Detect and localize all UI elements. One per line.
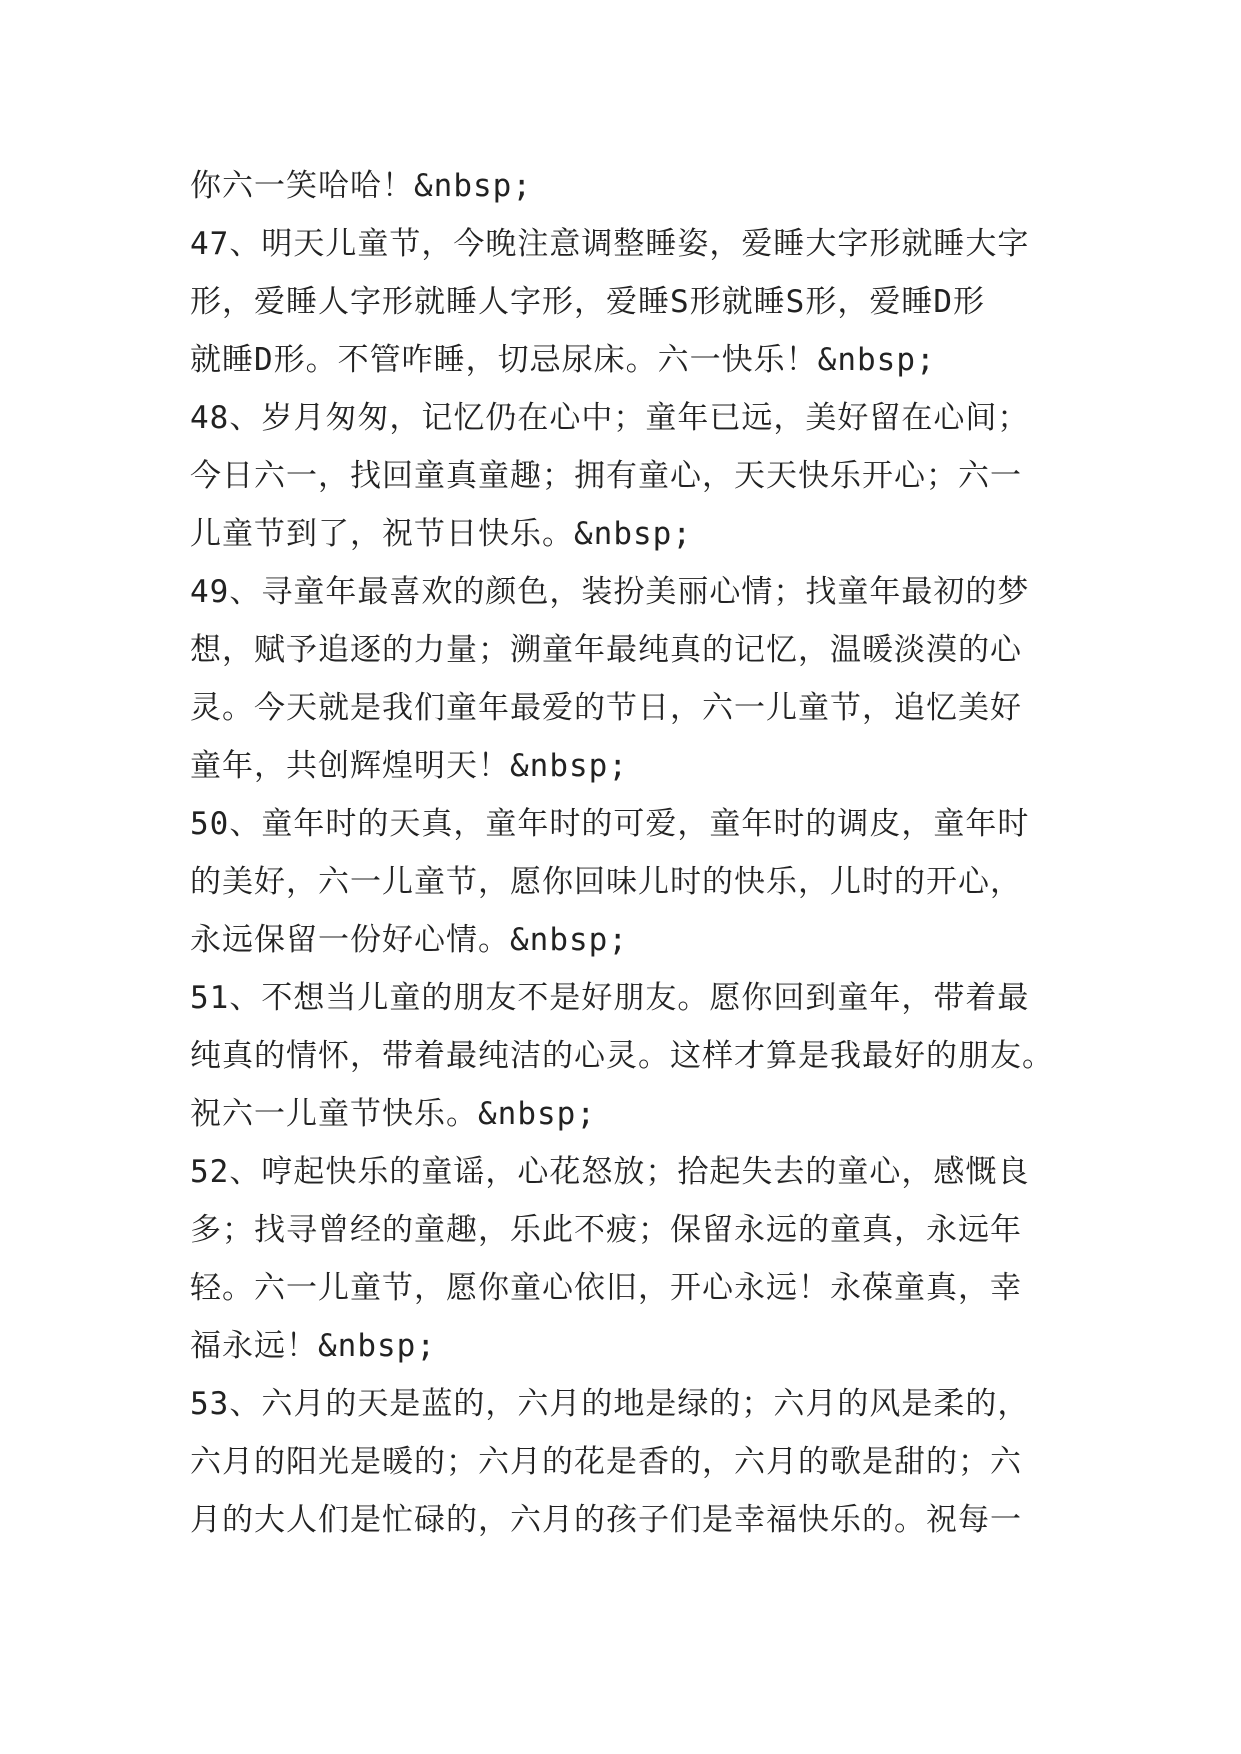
text-line: 六月的阳光是暖的；六月的花是香的，六月的歌是甜的；六 (190, 1444, 1022, 1480)
text-line: 儿童节到了，祝节日快乐。&nbsp; (190, 516, 692, 552)
text-line: 轻。六一儿童节，愿你童心依旧，开心永远！永葆童真，幸 (190, 1270, 1022, 1306)
text-line: 想，赋予追逐的力量；溯童年最纯真的记忆，温暖淡漠的心 (190, 632, 1022, 668)
text-line: 49、寻童年最喜欢的颜色，装扮美丽心情；找童年最初的梦 (190, 574, 1030, 610)
text-line: 51、不想当儿童的朋友不是好朋友。愿你回到童年，带着最 (190, 980, 1030, 1016)
text-line: 童年，共创辉煌明天！&nbsp; (190, 748, 628, 784)
text-line: 形，爱睡人字形就睡人字形，爱睡S形就睡S形，爱睡D形 (190, 284, 985, 320)
text-line: 50、童年时的天真，童年时的可爱，童年时的调皮，童年时 (190, 806, 1030, 842)
text-line: 祝六一儿童节快乐。&nbsp; (190, 1096, 596, 1132)
text-line: 月的大人们是忙碌的，六月的孩子们是幸福快乐的。祝每一 (190, 1502, 1022, 1538)
text-line: 多；找寻曾经的童趣，乐此不疲；保留永远的童真，永远年 (190, 1212, 1022, 1248)
text-line: 你六一笑哈哈！&nbsp; (190, 168, 532, 204)
body-text (190, 157, 1070, 1549)
text-line: 就睡D形。不管咋睡，切忌尿床。六一快乐！&nbsp; (190, 342, 936, 378)
text-line: 47、明天儿童节，今晚注意调整睡姿，爱睡大字形就睡大字 (190, 226, 1030, 262)
text-line: 的美好，六一儿童节，愿你回味儿时的快乐，儿时的开心， (190, 864, 1022, 900)
text-line: 纯真的情怀，带着最纯洁的心灵。这样才算是我最好的朋友。 (190, 1038, 1054, 1074)
text-line: 今日六一，找回童真童趣；拥有童心，天天快乐开心；六一 (190, 458, 1022, 494)
text-line: 福永远！&nbsp; (190, 1328, 436, 1364)
text-line: 灵。今天就是我们童年最爱的节日，六一儿童节，追忆美好 (190, 690, 1022, 726)
text-line: 永远保留一份好心情。&nbsp; (190, 922, 628, 958)
text-line: 48、岁月匆匆，记忆仍在心中；童年已远，美好留在心间； (190, 400, 1030, 436)
text-line: 52、哼起快乐的童谣，心花怒放；拾起失去的童心，感慨良 (190, 1154, 1030, 1190)
text-line: 53、六月的天是蓝的，六月的地是绿的；六月的风是柔的， (190, 1386, 1030, 1422)
